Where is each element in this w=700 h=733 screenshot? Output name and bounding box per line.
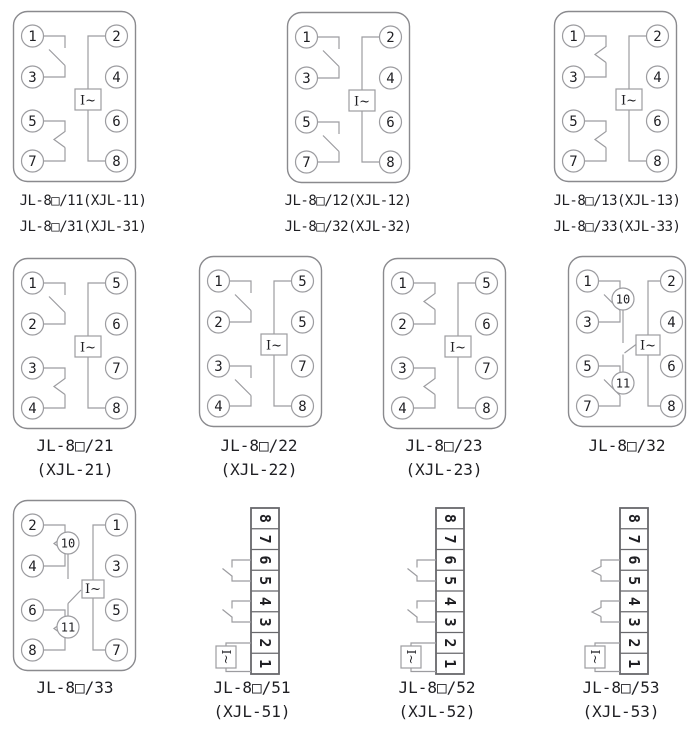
relay-diagram-51 [189,504,294,682]
terminal-number: 4 [256,596,274,606]
mid-contact-wire [623,310,636,372]
caption: JL-8□/11(XJL-11) [19,193,147,209]
pin-label: 6 [112,113,121,130]
pin-label: 8 [298,398,307,415]
pin-label: 5 [112,275,121,292]
pin-label: 1 [112,517,121,534]
caption: (XJL-22) [220,460,298,479]
pin-label: 4 [28,558,37,575]
pin-label: 2 [398,316,407,333]
pin-label: 4 [28,400,37,417]
pin-label: 7 [112,360,121,377]
current-element-label: I~ [353,94,371,110]
relay-diagram-22 [198,255,323,428]
caption: JL-8□/23 [405,436,483,455]
pin-label: 11 [60,620,76,635]
pin-label: 7 [298,358,307,375]
caption: JL-8□/32 [588,436,666,455]
pin-label: 5 [298,314,307,331]
contact-symbol-top [592,560,620,581]
pin-label: 4 [214,398,223,415]
pin-label: 4 [386,70,395,87]
contact-symbol-bottom [592,601,620,622]
terminal-number: 4 [625,596,643,606]
current-element-label: I~ [639,338,657,354]
pin-label: 5 [112,602,121,619]
current-element-label: I~ [620,93,638,109]
caption: JL-8□/21 [36,436,114,455]
caption: JL-8□/51 [213,678,291,697]
current-element-label: I~ [219,649,233,665]
pin-label: 4 [667,314,676,331]
current-element-label: I~ [79,93,97,109]
contact-symbol-bottom [44,121,66,161]
contact-symbol-top [44,36,66,77]
caption: (XJL-21) [36,460,114,479]
caption: JL-8□/53 [582,678,660,697]
pin-label: 4 [112,69,121,86]
pin-label: 7 [28,153,37,170]
contact-symbol-bottom [318,122,340,162]
relay-diagram-12-32 [286,11,411,184]
pin-label: 7 [583,398,592,415]
pin-label: 4 [398,400,407,417]
contact-symbol-bottom [223,601,252,622]
pin-label: 8 [667,398,676,415]
contact-symbol-top [44,283,66,324]
relay-diagram-23 [382,257,507,430]
contact-symbol-top [318,37,340,78]
terminal-number: 1 [256,659,274,669]
pin-label: 1 [28,275,37,292]
current-element-label: I~ [449,340,467,356]
pin-label: 1 [398,275,407,292]
pin-label: 3 [214,358,223,375]
pin-terminals [22,514,128,661]
pin-label: 8 [653,153,662,170]
pin-label: 3 [28,360,37,377]
contact-symbol-top [230,281,252,322]
current-element-label: I~ [84,582,102,597]
terminal-number: 4 [441,596,459,606]
pin-label: 1 [569,28,578,45]
pin-label: 2 [386,29,395,46]
mid-contact-wire [68,554,81,616]
caption: (XJL-52) [398,702,476,721]
terminal-number: 7 [625,534,643,544]
terminal-number: 8 [625,513,643,523]
caption: (XJL-53) [582,702,660,721]
pin-label: 2 [28,517,37,534]
relay-diagram-52 [374,504,479,682]
pin-label: 7 [569,153,578,170]
pin-label: 3 [398,360,407,377]
caption: JL-8□/33(XJL-33) [553,219,681,235]
contact-symbol-bottom [230,366,252,406]
contact-symbol-bottom [585,121,607,161]
pin-label: 10 [615,292,631,307]
pin-label: 3 [28,69,37,86]
pin-label: 1 [583,273,592,290]
relay-diagram-53 [558,504,663,682]
caption: JL-8□/13(XJL-13) [553,193,681,209]
contact-symbol-top [408,560,437,581]
terminal-number: 5 [441,576,459,586]
current-element-label: I~ [79,340,97,356]
contact-symbol-top [223,560,252,581]
pin-label: 3 [569,69,578,86]
pin-label: 8 [28,642,37,659]
pin-label: 8 [386,154,395,171]
pin-label: 4 [653,69,662,86]
caption: JL-8□/32(XJL-32) [284,219,412,235]
current-element-label: I~ [588,649,602,665]
terminal-number: 2 [441,638,459,648]
terminal-number: 6 [625,555,643,565]
pin-label: 6 [28,602,37,619]
pin-label: 8 [112,153,121,170]
caption: JL-8□/12(XJL-12) [284,193,412,209]
pin-label: 5 [583,358,592,375]
pin-label: 6 [386,114,395,131]
pin-label: 3 [112,558,121,575]
terminal-number: 3 [625,617,643,627]
relay-diagram-11-31 [12,10,137,183]
pin-label: 5 [569,113,578,130]
pin-label: 2 [214,314,223,331]
pin-label: 6 [667,358,676,375]
caption: JL-8□/52 [398,678,476,697]
caption: JL-8□/31(XJL-31) [19,219,147,235]
pin-label: 6 [112,316,121,333]
contact-symbol-bottom [414,368,436,408]
terminal-number: 8 [256,513,274,523]
relay-diagram-21 [12,257,137,430]
pin-label: 1 [214,273,223,290]
pin-label: 3 [583,314,592,331]
relay-diagram-33 [12,499,137,672]
pin-label: 7 [112,642,121,659]
pin-label: 5 [28,113,37,130]
pin-label: 5 [302,114,311,131]
relay-diagram-13-33 [553,10,678,183]
pin-terminals [577,270,683,417]
terminal-number: 1 [441,659,459,669]
pin-label: 2 [28,316,37,333]
pin-label: 11 [615,376,631,391]
terminal-number: 2 [625,638,643,648]
pin-label: 6 [482,316,491,333]
pin-label: 7 [302,154,311,171]
terminal-number: 8 [441,513,459,523]
terminal-number: 1 [625,659,643,669]
terminal-number: 6 [256,555,274,565]
pin-label: 3 [302,70,311,87]
pin-label: 2 [667,273,676,290]
pin-label: 8 [112,400,121,417]
caption: (XJL-23) [405,460,483,479]
caption: (XJL-51) [213,702,291,721]
relay-diagram-32 [567,255,687,428]
terminal-number: 5 [625,576,643,586]
caption: JL-8□/33 [36,678,114,697]
pin-label: 8 [482,400,491,417]
terminal-number: 2 [256,638,274,648]
pin-label: 7 [482,360,491,377]
contact-symbol-top [585,36,607,77]
pin-label: 2 [112,28,121,45]
terminal-number: 7 [441,534,459,544]
pin-label: 6 [653,113,662,130]
pin-label: 1 [28,28,37,45]
contact-symbol-bottom [408,601,437,622]
contact-symbol-top [414,283,436,324]
current-element-label: I~ [404,649,418,665]
terminal-number: 5 [256,576,274,586]
caption: JL-8□/22 [220,436,298,455]
pin-label: 2 [653,28,662,45]
terminal-number: 3 [256,617,274,627]
terminal-number: 7 [256,534,274,544]
terminal-number: 6 [441,555,459,565]
contact-symbol-bottom [44,368,66,408]
terminal-number: 3 [441,617,459,627]
pin-label: 1 [302,29,311,46]
pin-label: 10 [60,536,76,551]
current-element-label: I~ [265,338,283,354]
pin-label: 5 [482,275,491,292]
pin-label: 5 [298,273,307,290]
